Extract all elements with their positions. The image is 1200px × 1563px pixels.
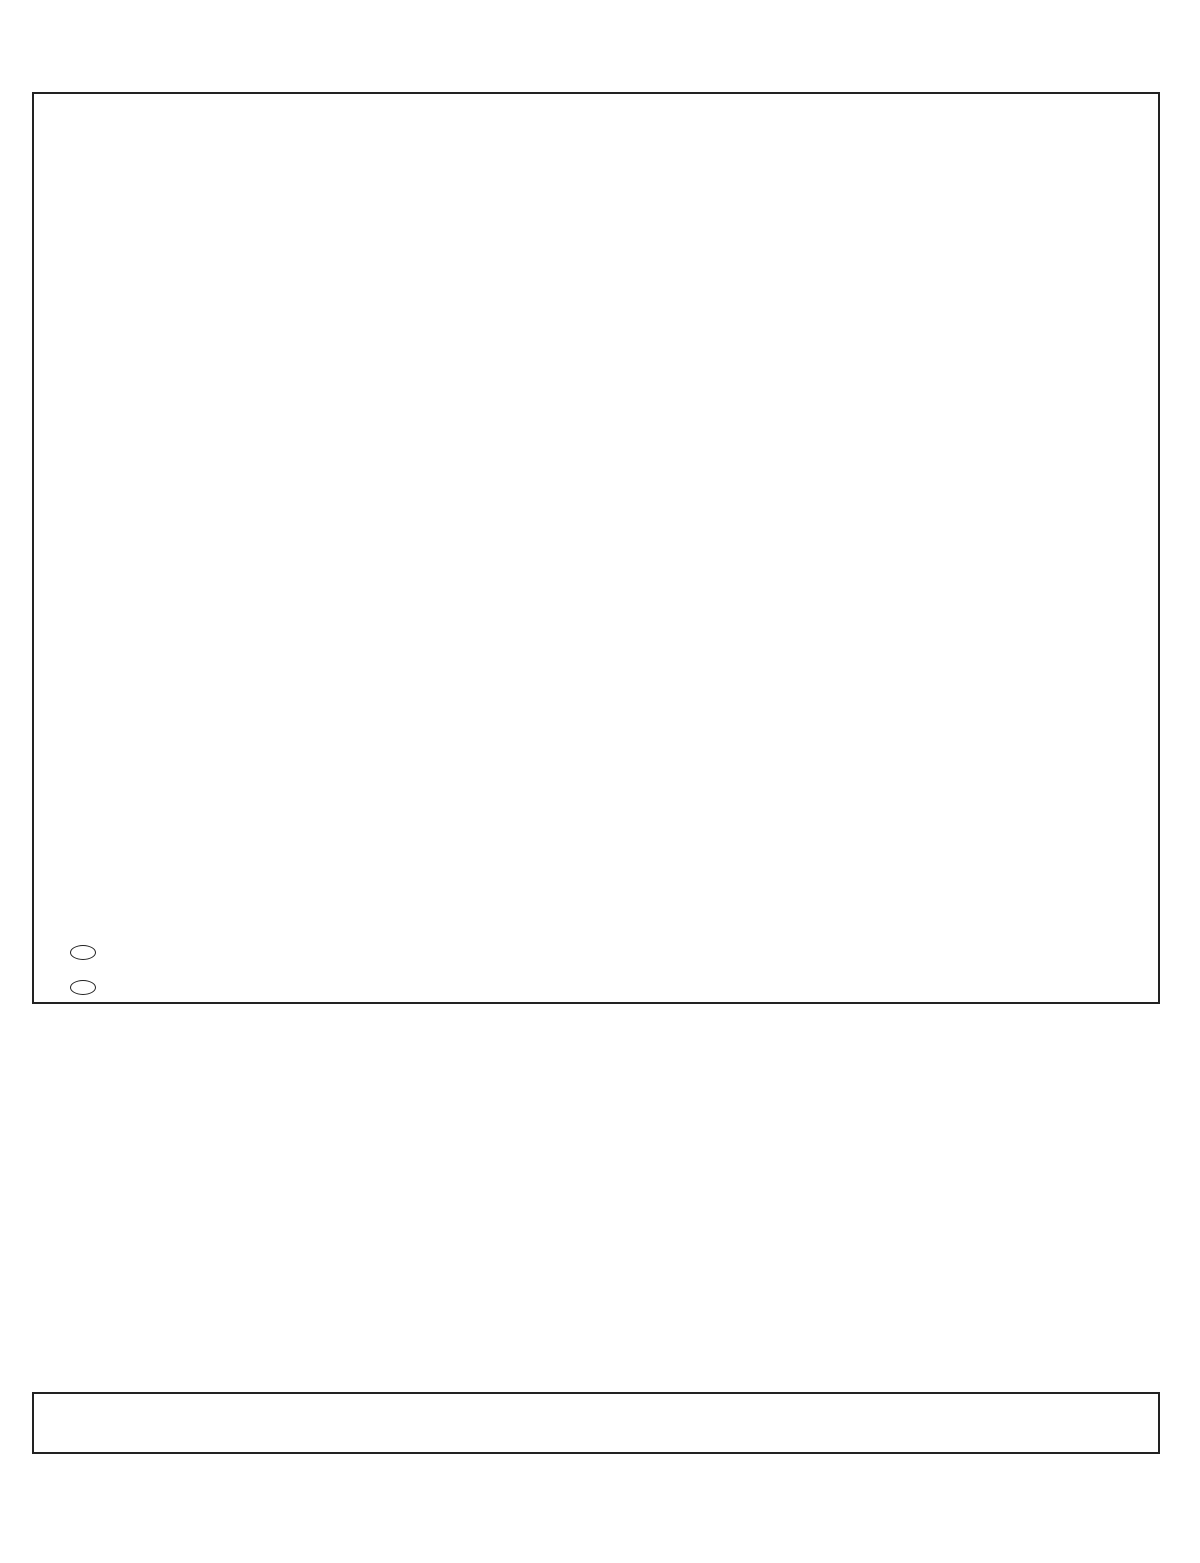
vote-oval[interactable] (70, 945, 96, 960)
ballot-question-box (32, 92, 1160, 1004)
bottom-timing-marks (0, 1460, 1200, 1478)
choice-yes[interactable] (70, 945, 100, 960)
footer-box (32, 1392, 1160, 1454)
right-timing-marks (1166, 90, 1200, 1490)
top-timing-marks (0, 60, 1200, 76)
vote-oval[interactable] (70, 980, 96, 995)
choice-no[interactable] (70, 980, 100, 995)
left-timing-marks (0, 90, 22, 1490)
